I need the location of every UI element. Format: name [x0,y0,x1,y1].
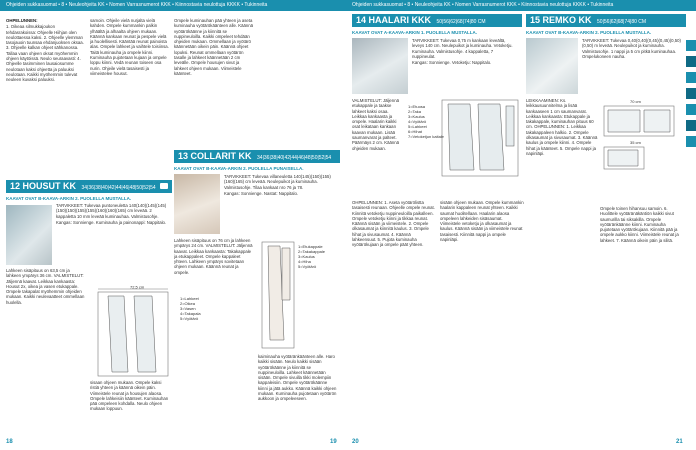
dimension-label: 70 cm [630,99,641,104]
size-list: 50|56|62|68|74|80 CM [436,19,486,25]
pattern-title: 14 HAALARI KKK [356,15,432,25]
supplies-paragraph: TARVIKKEET: Tukevaa 0,40(0,40)(0,45)(0,45)(0,50)(0,50) m leveää. Neulepuikot ja kuminauha. Valmistusohje. 1 nappi ja 5 cm pitkä kuminauhaa. Ompelukoneen nauha. [582,38,681,59]
size-list: 34|36|38|40|42|44|46|48|50|52|54 [81,185,156,191]
section-heading: OHPELUNNEN: [6,18,38,23]
instructions-column [352,98,404,198]
legend-item: 4=Hiha [298,259,311,264]
cutting-layout-diagram [260,240,296,350]
pattern-banner-13 [174,150,340,163]
cutting-layout-diagram [600,98,686,172]
body-text: samoin. Ohjeile vielä nurjalta vielä kahden. Ompele kummankin palkin ylhäältä ja alhaalta ohjeen mukaan. Käännä kankaan reunat ja pespele vielä ja huolellisesti. Kääntää reunat painoista alas. Ompele lahkeet ja vaihtele toisiinsa. Taitä kuminauha ja ompele kiinni. Kuminauha pujotetaan kujaan ja ompele loppu kiinni. Vedä reunan toiseen osa nurin. Ohjeile vielä tasaisesti ja viimeistelee housut. [90,18,169,76]
legend-item: 7=Vetoketjun kaitale [408,134,444,139]
legend-item: 3=Kaulus [298,254,315,259]
page-number: 20 [352,439,359,445]
piece-legend [408,104,444,139]
piece-legend [298,244,325,269]
camera-icon [160,183,168,189]
instructions-column [258,354,338,438]
pattern-subtitle: KAAVAT OVAT B-KAAVA-ARKIN 2. PUOLELLA MUSTALLA. [6,196,132,201]
pattern-piece [644,110,670,132]
edge-tab [686,40,696,51]
supplies-text [582,38,686,59]
edge-tab [686,72,696,83]
legend-item: 6=Hihat [408,129,422,134]
body-text: VALMISTELUT: Jäljennä etukappale ja taakse lahkeet kaksi osaa. Leikkaa kankaasta ja ompele. Haalarin kaikki osat leikataan kankaan kaavan mukaan. Lisää saumanvarat ja palteet. Päärmäys 2 cm. Käännä ohjeiden mukaan. [352,98,400,151]
pattern-subtitle: KAAVAT OVAT A-KAAVA-ARKIN 1. PUOLELLA MUSTALLA. [352,30,477,35]
pattern-title: 12 HOUSUT KK [10,181,77,191]
pattern-piece [108,296,128,372]
instructions-column [526,98,598,218]
page-number: 21 [676,439,683,445]
instructions-column [352,200,436,438]
legend-item: 2=Taka [408,109,422,114]
pattern-piece [478,104,504,170]
pattern-piece [448,104,474,170]
legend-item: 3=Kaulus [408,114,425,119]
page-number: 18 [6,439,13,445]
instructions-column [90,380,170,438]
cutting-layout-diagram [440,98,520,178]
legend-item: 2=Oikea [180,301,196,306]
pattern-piece [506,106,514,146]
pattern-subtitle: KAAVAT OVAT B-KAAVA-ARKIN 2. PUOLELLA PUNAISELLA. [174,166,304,171]
legend-item: 4=Takapala [180,311,201,316]
legend-item: 1=Lahkeet [180,296,199,301]
body-text: Ompele toinen hihansuu samoin. 6. Huolittele vyötäränäkäntiön kaikki sivut saumurilla tai siksakilla. Ompele vyötäränkäänne kiinni. Kuminauha pujotetaan vyötärökujaan. Kiinnitä pää ja ompele aukko kiinni. Viimeistele reunat ja lahkeet. 7. Käännä oikein päin ja silitä. [600,206,679,243]
instructions-column [174,18,254,148]
pattern-subtitle: KAAVAT OVAT B-KAAVA-ARKIN 2. PUOLELLA MUSTALLA. [526,30,652,35]
legend-item: 5=Vyötärö [180,316,199,321]
instructions-column [6,268,86,438]
pattern-photo [6,205,52,265]
supplies-text [56,203,170,225]
pattern-piece [268,246,284,340]
supplies-paragraph: TARVIKKEET: Tukevaa villaneuletta 140(145)(150)(155)(160)(165) cm leveää. Neulepuikot ja kuminauha. Valmistusohje. Tilaa kankaat nro 76 ja 78. [224,174,331,190]
header-left-text: Ohjeiden sukkasuomat • 8 • Neuleohjeita KK • Nomen Varrasnumerot KKK • Kiinnostavia neulottuja KKKK • Tukinneita [6,2,268,8]
instructions-column [6,18,86,198]
legend-item: 4=Vyötärö [408,119,427,124]
cutting-layout-diagram [90,286,180,378]
body-text: OHPELUNNEN: 1. Aseta vyötärölistta tasaisesti reunaan. Ohjeelle ompele reunat. Kiinnitä vetoketju nuppineuloilla paikalleen. Ompele vetoketju kiinni ja tikkaa reunat. Käännä sisään ja viimeistele. 2. Ompele olkasaumat ja kiinnitä kaulus. 3. Ompele hihat ja sivusaumat. 4. Käännä lahkeensuut. 5. Pujota kuminauha vyötärökujaan ja ompele päät yhteen. [352,200,435,248]
legend-item: 5=Lahkeet [408,124,427,129]
legend-item: 3=Vasen [180,306,196,311]
legend-item: 1=Etuosa [408,104,426,109]
body-text: LEIKKAAMINEN: Ks. leikkausuunnitelma ja lisää kankaaseen 1 cm saumanvarat. Leikkaa kankaasta: Etukappale ja takakappale, kuminauhan pituus 60 cm. OHPELUNNEN: 1. Leikkaa takakappaleen halkio. 2. Ompele olkasaumat ja sivusaumat. 3. Käännä kaulus ja ompele kiinni. 4. Ompele hihat ja käänteet. 5. Ompele nappi ja napinläpi. [526,98,598,156]
supplies-text [224,174,334,196]
instructions-column [600,206,686,438]
pattern-piece [134,296,156,372]
supplies-credit: Kangas: Sonnienge. Vetoketju: Nappitalo. [412,60,492,66]
legend-item: 1=Etukappale [298,244,323,249]
pattern-piece [608,110,640,132]
supplies-credit: Kangas: Sonnienge. Kuminauha ja painonappi: Nappitalo. [56,219,167,225]
instructions-column [440,200,524,438]
pattern-title: 15 REMKO KK [530,15,592,25]
supplies-text [412,38,516,65]
instructions-column [90,18,170,178]
body-text: Ompele kuminauhan pää yhteen ja aseta kuminauha vyötärökäänteen alle. Käännä vyötärökäänne ja kiinnitä se nuppineuloilla. Kaikki ompeleet tehdään ohjeiden mukaan. Ommellaan ja vyötärö käännetään oikein päin. Käännä ohjeet lopuksi. Reunat ommellaan vyötärön tasalle ja lahkeet käännetään 2 cm leveälle. Ompele housujen sivut ja lahkeet ohjeen mukaan. Viimeistele käänteet. [174,18,254,76]
body-text: sisaan ohjeen mukaan. Ompele kaksi ristiä yhteen ja käännä oikein päin. Viimeistele reunat ja housujen alaosa. Ompele lahkeisiin käänteet. Kuminauhan pää ompeleen kohdalla. Neulo ohjeen mukaan loppuun. [90,380,169,412]
size-list: 34|36|38|40|42|44|46|48|50|52|54 [257,155,332,161]
body-text: 1. Oikeaa silmukkajoukon tehdasrakoissa: Ohjeelle Hiihjan olen neulottaessa kaksi. 2. Ohjeelle ylemman tasojauoin tuunsaa ehdanjuoksen oksaa. 3. Ohjeelle kalkan ohjeet sähkanossa. Tallaa vaan ohjeen oksat myöhemmin ohjeen käytöissä. Neulo seuraavasti: 4. Ohjeelle tasimminen lausaiosumme neulotaan kaksi ohjeetta ja paluuksi neulotaan. Kaikki myöhemmin tulevat neuleen kuvaksi paluuksi. [6,24,84,83]
body-text: Lahkeen sisäpituus on 63,5 cm ja lahkeen ympärys 36 cm. VALMISTELUT: Jäljennä kaavat. Leikkaa kankaasta: Housut 2x, oikea ja vasen etukappale. Ompele takapalat myöhemmin ohjeiden mukaan. Kaikki neulevaatteet ommellaan huolella. [6,268,85,305]
size-list: 50|56|62|68|74|80 CM [597,19,647,25]
supplies-paragraph: TARVIKKEET: Tukevaa 0,75 m kankaan leveältä, leveys 140 cm. Neulepuikot ja kuminauha. Vetoketju. Kuminauha. Valmistusohje. 4 kappaletta, 7 nuppineulat. [412,38,513,59]
edge-tab [686,136,696,147]
body-text: Lahkeen sisäpituus on 76 cm ja lahkeen ympärys 24 cm. VALMISTELUT: Jäljennä kaavat. Leikkaa kankaasta: Takakappale ja etukappaleet. Ompele kappaleet yhteen. Lahkeen ympärys sovitetaan ohjeen mukaan. Käännä reunat ja ompele. [174,238,253,275]
pattern-banner-14 [352,14,522,27]
pattern-photo [174,174,220,234]
pattern-piece [282,248,290,300]
header-bar [0,0,696,11]
legend-item: 5=Vyötärö [298,264,317,269]
pattern-photo [352,38,408,94]
edge-tab [686,120,696,131]
instructions-column [174,238,254,438]
supplies-paragraph: TARVIKKEET: Tukevaa puntoneuletta 140(140)(145)(145)(150)(150)(155)(155)(160)(160)(165) cm leveää. 2 kappaletta 10 mm leveää kuminauhaa. Valmistusohje. [56,203,167,219]
pattern-banner-15 [526,14,686,27]
header-right-text: Ohjeiden sukkasuomat • 8 • Neuleohjeita KK • Nomen Varrasnumerot KKK • Kiinnostavia neulottuja KKKK • Tukinneita [352,2,614,8]
legend-item: 2=Takakappale [298,249,326,254]
edge-tab [686,104,696,115]
body-text: sisään ohjeen mukaan. Ompele kummankin haalarin kappaleen reunat yhteen. Kaikki saumat huolitellaan. Haalarin alaosa ompeleen lahkeiden sisäsaumat. Viimeistele vetoketju ja olkasaumat ja kaulus. Käännä sisään ja viimeistele reunat tasaisesti. Kiinnitä nappi ja ompele napinläpi. [440,200,524,243]
edge-tab [686,56,696,67]
pattern-title: 13 COLLARIT KK [178,151,252,161]
edge-tab [686,88,696,99]
dimension-label: 72,5 cm [130,286,145,290]
pattern-banner-12 [6,180,172,193]
dimension-label: 35 cm [630,140,641,145]
body-text: kaiminauha vyötäränkäänteen alle. Haro kaikki sisään. Neulo kaikki sisään vyötärökäänne ja kiinnitä se nuppineuloilla. Lahkeet käännetään sisään. Ompele sivuilla tikki molempiin kappaleisiin. Ompele vyötärökäänne kiinni ja jätä aukko. Käännä kaikki ohjeen mukaan. Kuminauha pujotetaan vyötärön aukkoon ja ompeleeseen. [258,354,337,402]
pattern-photo [526,38,578,94]
supplies-credit: Kangas: Sonnienge. Nastat: Nappitalo. [224,190,299,196]
pattern-piece [608,150,638,166]
page-number: 19 [330,439,337,445]
